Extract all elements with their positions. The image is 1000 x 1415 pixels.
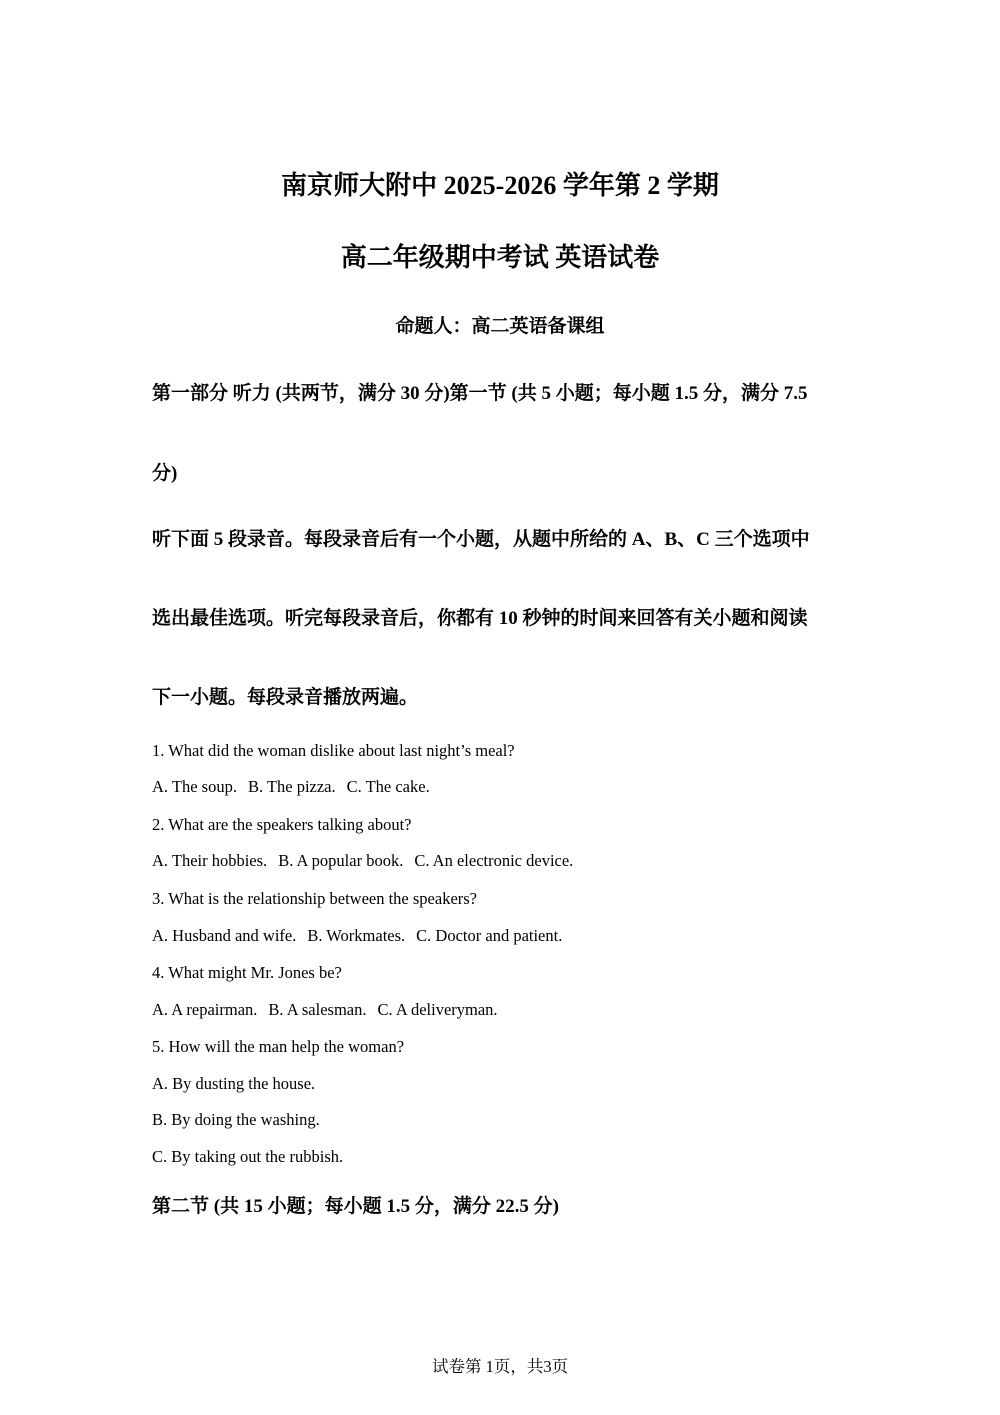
part1-heading-line2: 分) <box>152 463 178 484</box>
question-2-option-c: C. An electronic device. <box>414 851 574 870</box>
question-4-option-c: C. A deliveryman. <box>377 1000 498 1019</box>
question-3-option-b: B. Workmates. <box>307 926 406 945</box>
question-2-option-a: A. Their hobbies. <box>152 851 268 870</box>
question-4-option-a: A. A repairman. <box>152 1000 258 1019</box>
question-2-options <box>152 850 573 872</box>
question-5-option-c: C. By taking out the rubbish. <box>152 1147 344 1166</box>
page-footer: 试卷第 1页，共3页 <box>431 1357 569 1376</box>
question-5-option-b: B. By doing the washing. <box>152 1110 320 1129</box>
question-1-stem: 1. What did the woman dislike about last night’s meal? <box>152 741 515 760</box>
question-5-stem: 5. How will the man help the woman? <box>152 1037 405 1056</box>
question-3-options <box>152 925 562 947</box>
question-3-option-a: A. Husband and wife. <box>152 926 297 945</box>
part1-heading-line1: 第一部分 听力 (共两节，满分 30 分)第一节 (共 5 小题；每小题 1.5 分，满分 7.5 <box>152 383 808 404</box>
question-1-option-c: C. The cake. <box>346 777 430 796</box>
question-2-stem: 2. What are the speakers talking about? <box>152 815 412 834</box>
question-4-stem: 4. What might Mr. Jones be? <box>152 963 342 982</box>
exam-title-line1: 南京师大附中 2025-2026 学年第 2 学期 <box>281 171 719 200</box>
instructions-line3: 下一小题。每段录音播放两遍。 <box>152 687 419 708</box>
question-4-option-b: B. A salesman. <box>268 1000 367 1019</box>
question-3-stem: 3. What is the relationship between the speakers? <box>152 889 478 908</box>
question-2-option-b: B. A popular book. <box>278 851 404 870</box>
question-1-option-b: B. The pizza. <box>247 777 336 796</box>
question-1-options <box>152 776 430 798</box>
question-1-option-a: A. The soup. <box>152 777 237 796</box>
question-5-option-a: A. By dusting the house. <box>152 1074 316 1093</box>
instructions-line2: 选出最佳选项。听完每段录音后，你都有 10 秒钟的时间来回答有关小题和阅读 <box>152 608 808 629</box>
exam-author: 命题人：高二英语备课组 <box>395 316 605 337</box>
instructions-line1: 听下面 5 段录音。每段录音后有一个小题，从题中所给的 A、B、C 三个选项中 <box>152 529 810 550</box>
question-4-options <box>152 999 498 1021</box>
section2-heading: 第二节 (共 15 小题；每小题 1.5 分，满分 22.5 分) <box>152 1196 559 1217</box>
exam-title-line2: 高二年级期中考试 英语试卷 <box>340 243 660 272</box>
question-3-option-c: C. Doctor and patient. <box>416 926 563 945</box>
